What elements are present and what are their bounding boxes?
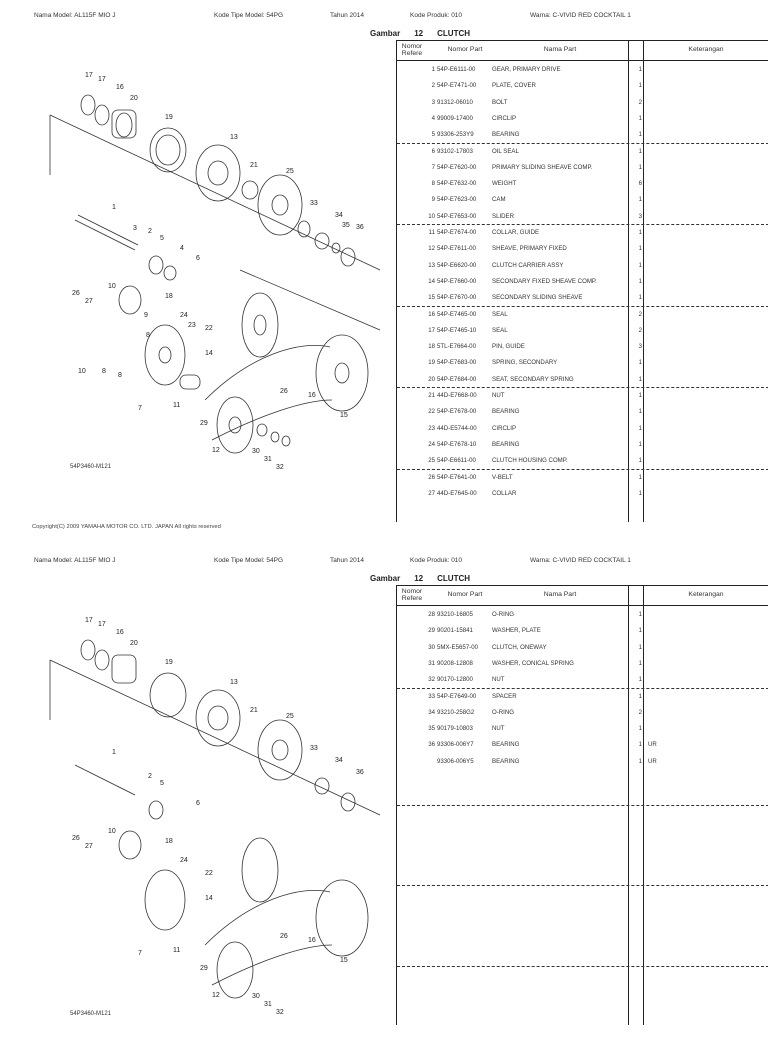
- cell-part: 54P-E7674-00: [437, 229, 477, 236]
- cell-name: COLLAR, GUIDE: [492, 229, 540, 236]
- svg-text:5: 5: [160, 780, 164, 787]
- cell-qty: 1: [638, 457, 642, 465]
- svg-text:36: 36: [356, 769, 364, 776]
- copyright: Copyright(C) 2009 YAMAHA MOTOR CO. LTD. JAPAN All rights reserved: [32, 524, 221, 530]
- svg-text:19: 19: [165, 114, 173, 121]
- cell-part: 54P-E7678-10: [437, 440, 477, 448]
- cell-name: NUT: [492, 725, 505, 733]
- cell-part: 54P-E7465-10: [437, 326, 477, 334]
- table-row: [397, 95, 768, 111]
- figure-title: Gambar 12 CLUTCH: [370, 574, 471, 583]
- cell-ref: 19: [428, 359, 435, 367]
- table-row: [397, 372, 768, 388]
- svg-text:12: 12: [212, 447, 220, 454]
- cell-ref: 2: [431, 82, 435, 90]
- cell-part: 93306-253Y9: [437, 131, 474, 139]
- cell-part: 93306-006Y5: [437, 757, 474, 765]
- svg-text:26: 26: [72, 290, 80, 297]
- cell-rem: UR: [648, 741, 657, 749]
- cell-name: PLATE, COVER: [492, 82, 536, 90]
- color: Warna: C-VIVID RED COCKTAIL 1: [530, 557, 631, 564]
- header-ref: Nomor Refere: [401, 43, 423, 57]
- cell-ref: 22: [428, 408, 435, 416]
- cell-ref: 20: [428, 375, 435, 383]
- cell-part: 90179-10803: [437, 725, 473, 733]
- svg-text:2: 2: [148, 228, 152, 235]
- cell-qty: 1: [638, 392, 642, 399]
- svg-text:27: 27: [85, 298, 93, 305]
- svg-text:4: 4: [180, 245, 184, 252]
- table-row: [397, 176, 768, 192]
- cell-ref: 31: [428, 659, 435, 667]
- cell-qty: 1: [638, 131, 642, 139]
- cell-ref: 28: [428, 611, 435, 618]
- table-row: [397, 192, 768, 208]
- cell-ref: 34: [428, 708, 435, 716]
- cell-name: BEARING: [492, 741, 520, 749]
- cell-qty: 2: [638, 310, 642, 318]
- svg-text:29: 29: [200, 420, 208, 427]
- cell-name: NUT: [492, 676, 505, 684]
- cell-qty: 1: [638, 643, 642, 651]
- cell-name: NUT: [492, 392, 505, 399]
- svg-text:11: 11: [173, 402, 181, 409]
- cell-part: 93210-258G2: [437, 708, 475, 716]
- cell-name: SEAL: [492, 310, 508, 318]
- cell-qty: 1: [638, 611, 642, 618]
- svg-text:8: 8: [118, 372, 122, 379]
- cell-name: BEARING: [492, 757, 520, 765]
- header-remark: Keterangan: [688, 46, 724, 53]
- table-row: [397, 421, 768, 437]
- diagram-code: 54P3460-M121: [70, 464, 112, 470]
- cell-part: 54P-E7683-00: [437, 359, 477, 367]
- svg-text:15: 15: [340, 957, 348, 964]
- color: Warna: C-VIVID RED COCKTAIL 1: [530, 12, 631, 19]
- figure-title: Gambar 12 CLUTCH: [370, 29, 471, 38]
- svg-text:1: 1: [112, 204, 116, 211]
- cell-qty: 3: [638, 343, 642, 351]
- header-part: Nomor Part: [447, 591, 483, 598]
- cell-name: SEAL: [492, 326, 508, 334]
- cell-ref: 24: [428, 440, 435, 448]
- svg-text:25: 25: [286, 713, 294, 720]
- table-row: [397, 607, 768, 623]
- cell-name: SLIDER: [492, 212, 515, 220]
- table-row: [397, 241, 768, 257]
- group-divider: [397, 143, 768, 144]
- svg-text:16: 16: [308, 392, 316, 399]
- cell-part: 90208-12808: [437, 659, 473, 667]
- svg-text:20: 20: [130, 95, 138, 102]
- table-row: [397, 160, 768, 176]
- table-row: [397, 274, 768, 290]
- cell-name: CLUTCH CARRIER ASSY: [492, 261, 564, 269]
- cell-ref: 11: [428, 229, 435, 236]
- cell-qty: 6: [638, 180, 642, 188]
- svg-text:2: 2: [148, 773, 152, 780]
- cell-ref: 6: [431, 147, 435, 155]
- cell-qty: 1: [638, 757, 642, 765]
- svg-text:8: 8: [146, 332, 150, 339]
- svg-text:15: 15: [340, 412, 348, 419]
- cell-name: BEARING: [492, 408, 520, 416]
- svg-text:6: 6: [196, 800, 200, 807]
- cell-qty: 1: [638, 692, 642, 700]
- svg-text:1: 1: [112, 749, 116, 756]
- cell-ref: 29: [428, 627, 435, 635]
- svg-text:34: 34: [335, 212, 343, 219]
- svg-text:26: 26: [280, 933, 288, 940]
- svg-text:33: 33: [310, 745, 318, 752]
- cell-part: 90170-12800: [437, 676, 473, 684]
- svg-text:17: 17: [85, 72, 93, 79]
- parts-table-page2: [396, 585, 768, 1025]
- svg-text:5: 5: [160, 235, 164, 242]
- cell-part: 93102-17803: [437, 147, 473, 155]
- svg-text:30: 30: [252, 993, 260, 1000]
- svg-text:19: 19: [165, 659, 173, 666]
- cell-ref: 26: [428, 473, 435, 481]
- cell-part: 54P-E7670-00: [437, 294, 477, 302]
- cell-qty: 1: [638, 473, 642, 481]
- svg-text:21: 21: [250, 707, 258, 714]
- type-model: Kode Tipe Model: 54PG: [214, 12, 284, 19]
- type-model: Kode Tipe Model: 54PG: [214, 557, 284, 564]
- table-row: [397, 437, 768, 453]
- cell-qty: 1: [638, 66, 642, 73]
- svg-text:27: 27: [85, 843, 93, 850]
- cell-name: CLUTCH HOUSING COMP.: [492, 457, 568, 465]
- svg-text:31: 31: [264, 456, 272, 463]
- cell-qty: 1: [638, 424, 642, 432]
- table-row: [397, 672, 768, 688]
- cell-part: 93306-006Y7: [437, 741, 474, 749]
- svg-text:8: 8: [102, 368, 106, 375]
- cell-qty: 1: [638, 408, 642, 416]
- svg-text:32: 32: [276, 1009, 284, 1016]
- table-row: [397, 144, 768, 160]
- cell-ref: 12: [428, 245, 435, 253]
- cell-name: SEAT, SECONDARY SPRING: [492, 375, 574, 383]
- header-remark: Keterangan: [688, 591, 724, 598]
- parts-table-page1: [396, 40, 768, 522]
- cell-name: PRIMARY SLIDING SHEAVE COMP.: [492, 163, 593, 171]
- svg-text:11: 11: [173, 947, 181, 954]
- cell-ref: 14: [428, 277, 435, 285]
- svg-text:32: 32: [276, 464, 284, 471]
- svg-text:13: 13: [230, 679, 238, 686]
- table-row: [397, 290, 768, 306]
- cell-ref: 15: [428, 294, 435, 302]
- svg-text:21: 21: [250, 162, 258, 169]
- table-row: [397, 404, 768, 420]
- table-row: [397, 721, 768, 737]
- cell-part: 54P-E7471-00: [437, 82, 477, 90]
- cell-name: CAM: [492, 196, 506, 204]
- cell-part: 54P-E7623-00: [437, 196, 477, 204]
- svg-text:22: 22: [205, 325, 213, 332]
- cell-name: WASHER, CONICAL SPRING: [492, 659, 574, 667]
- cell-part: 54P-E7678-00: [437, 408, 477, 416]
- cell-ref: 21: [428, 392, 435, 399]
- model-name: Nama Model: AL115F MIO J: [34, 12, 116, 19]
- cell-ref: 5: [431, 131, 435, 139]
- cell-name: O-RING: [492, 708, 515, 716]
- cell-ref: 1: [431, 66, 435, 73]
- clutch-exploded-diagram: [30, 600, 390, 1040]
- cell-rem: UR: [648, 757, 657, 765]
- cell-qty: 1: [638, 375, 642, 383]
- cell-qty: 2: [638, 98, 642, 106]
- cell-name: OIL SEAL: [492, 147, 519, 155]
- cell-ref: 13: [428, 261, 435, 269]
- group-divider: [397, 469, 768, 470]
- cell-name: BEARING: [492, 131, 520, 139]
- table-row: [397, 470, 768, 486]
- cell-part: 54P-E7649-00: [437, 692, 477, 700]
- table-row: [397, 111, 768, 127]
- cell-ref: 10: [428, 212, 435, 220]
- cell-ref: 33: [428, 692, 435, 700]
- cell-qty: 1: [638, 741, 642, 749]
- table-row: [397, 453, 768, 469]
- table-row: [397, 62, 768, 78]
- svg-text:18: 18: [165, 838, 173, 845]
- cell-name: V-BELT: [492, 473, 513, 481]
- cell-qty: 1: [638, 489, 642, 497]
- table-row: [397, 225, 768, 241]
- table-row: [397, 78, 768, 94]
- cell-qty: 1: [638, 114, 642, 122]
- svg-text:12: 12: [212, 992, 220, 999]
- cell-name: BOLT: [492, 98, 508, 106]
- cell-ref: 17: [428, 326, 435, 334]
- cell-part: 44D-E5744-00: [437, 424, 477, 432]
- group-divider: [397, 688, 768, 689]
- cell-qty: 1: [638, 440, 642, 448]
- svg-text:6: 6: [196, 255, 200, 262]
- diagram-code: 54P3460-M121: [70, 1011, 112, 1017]
- cell-qty: 1: [638, 659, 642, 667]
- cell-qty: 1: [638, 725, 642, 733]
- cell-qty: 1: [638, 359, 642, 367]
- svg-text:17: 17: [85, 617, 93, 624]
- svg-text:9: 9: [144, 312, 148, 319]
- cell-part: 91312-06010: [437, 98, 473, 106]
- table-row: [397, 127, 768, 143]
- cell-part: 5MX-E5657-00: [437, 643, 478, 651]
- cell-ref: 25: [428, 457, 435, 465]
- year: Tahun 2014: [330, 12, 364, 19]
- svg-text:26: 26: [280, 388, 288, 395]
- cell-part: 54P-E7632-00: [437, 180, 477, 188]
- cell-part: 54P-E7641-00: [437, 473, 477, 481]
- cell-part: 90201-15841: [437, 627, 473, 635]
- svg-text:24: 24: [180, 857, 188, 864]
- cell-part: 54P-E6611-00: [437, 457, 476, 465]
- year: Tahun 2014: [330, 557, 364, 564]
- cell-part: 54P-E7611-00: [437, 245, 476, 253]
- header-name: Nama Part: [543, 591, 577, 598]
- cell-name: SPRING, SECONDARY: [492, 359, 558, 367]
- cell-ref: 23: [428, 424, 435, 432]
- cell-ref: 32: [428, 676, 435, 684]
- svg-text:23: 23: [188, 322, 196, 329]
- cell-qty: 1: [638, 277, 642, 285]
- table-row: [397, 339, 768, 355]
- cell-name: SPACER: [492, 692, 517, 700]
- svg-text:3: 3: [133, 225, 137, 232]
- product-code: Kode Produk: 010: [410, 12, 463, 19]
- svg-text:14: 14: [205, 350, 213, 357]
- table-row: [397, 640, 768, 656]
- cell-ref: 30: [428, 643, 435, 651]
- header-ref: Nomor Refere: [401, 588, 423, 602]
- cell-ref: 16: [428, 310, 435, 318]
- cell-part: 54P-E7684-00: [437, 375, 477, 383]
- svg-text:24: 24: [180, 312, 188, 319]
- svg-text:16: 16: [116, 629, 124, 636]
- cell-part: 54P-E6111-00: [437, 66, 476, 73]
- svg-text:13: 13: [230, 134, 238, 141]
- cell-qty: 1: [638, 245, 642, 253]
- cell-name: GEAR, PRIMARY DRIVE: [492, 66, 561, 73]
- cell-part: 54P-E7660-00: [437, 277, 477, 285]
- cell-part: 5TL-E7664-00: [437, 343, 476, 351]
- product-code: Kode Produk: 010: [410, 557, 463, 564]
- table-row: [397, 388, 768, 404]
- table-row: [397, 486, 768, 502]
- cell-part: 54P-E7465-00: [437, 310, 477, 318]
- catalog-page-2: [0, 545, 768, 1057]
- svg-text:34: 34: [335, 757, 343, 764]
- svg-text:10: 10: [108, 283, 116, 290]
- svg-text:17: 17: [98, 76, 106, 83]
- cell-name: SECONDARY SLIDING SHEAVE: [492, 294, 583, 302]
- svg-text:29: 29: [200, 965, 208, 972]
- cell-qty: 1: [638, 294, 642, 302]
- cell-qty: 1: [638, 163, 642, 171]
- cell-name: CLUTCH, ONEWAY: [492, 643, 547, 651]
- cell-name: COLLAR: [492, 489, 517, 497]
- table-row: [397, 355, 768, 371]
- group-divider: [397, 224, 768, 225]
- svg-text:20: 20: [130, 640, 138, 647]
- svg-text:10: 10: [108, 828, 116, 835]
- cell-ref: 4: [431, 114, 435, 122]
- svg-text:16: 16: [308, 937, 316, 944]
- cell-part: 54P-E6620-00: [437, 261, 477, 269]
- cell-part: 44D-E7645-00: [437, 489, 477, 497]
- svg-text:36: 36: [356, 224, 364, 231]
- table-row: [397, 623, 768, 639]
- model-name: Nama Model: AL115F MIO J: [34, 557, 116, 564]
- cell-name: WEIGHT: [492, 180, 517, 188]
- cell-qty: 1: [638, 196, 642, 204]
- table-row: [397, 323, 768, 339]
- cell-ref: 8: [431, 180, 435, 188]
- cell-part: 54P-E7620-00: [437, 163, 477, 171]
- table-row: [397, 307, 768, 323]
- cell-part: 99009-17400: [437, 114, 473, 122]
- cell-qty: 1: [638, 147, 642, 155]
- svg-text:26: 26: [72, 835, 80, 842]
- table-row: [397, 656, 768, 672]
- cell-qty: 3: [638, 212, 642, 220]
- cell-qty: 1: [638, 676, 642, 684]
- svg-text:16: 16: [116, 84, 124, 91]
- svg-text:7: 7: [138, 405, 142, 412]
- header-name: Nama Part: [543, 46, 577, 53]
- svg-text:35: 35: [342, 222, 350, 229]
- cell-ref: 27: [428, 489, 435, 497]
- cell-qty: 2: [638, 708, 642, 716]
- cell-name: CIRCLIP: [492, 424, 517, 432]
- group-divider: [397, 387, 768, 388]
- cell-ref: 36: [428, 741, 435, 749]
- cell-qty: 1: [638, 229, 642, 236]
- cell-part: 93210-16805: [437, 611, 473, 618]
- svg-text:25: 25: [286, 168, 294, 175]
- svg-text:10: 10: [78, 368, 86, 375]
- cell-name: CIRCLIP: [492, 114, 517, 122]
- table-row: [397, 754, 768, 770]
- cell-qty: 2: [638, 326, 642, 334]
- cell-name: WASHER, PLATE: [492, 627, 541, 635]
- cell-part: 44D-E7668-00: [437, 392, 477, 399]
- table-row: [397, 209, 768, 225]
- cell-name: PIN, GUIDE: [492, 343, 525, 351]
- cell-ref: 18: [428, 343, 435, 351]
- svg-text:33: 33: [310, 200, 318, 207]
- svg-text:30: 30: [252, 448, 260, 455]
- group-divider: [397, 306, 768, 307]
- cell-ref: 35: [428, 725, 435, 733]
- cell-part: 54P-E7653-00: [437, 212, 477, 220]
- table-row: [397, 737, 768, 753]
- svg-text:7: 7: [138, 950, 142, 957]
- table-row: [397, 689, 768, 705]
- cell-ref: 7: [431, 163, 435, 171]
- header-part: Nomor Part: [447, 46, 483, 53]
- cell-qty: 1: [638, 627, 642, 635]
- cell-name: O-RING: [492, 611, 515, 618]
- svg-text:14: 14: [205, 895, 213, 902]
- svg-text:18: 18: [165, 293, 173, 300]
- table-row: [397, 258, 768, 274]
- cell-name: BEARING: [492, 440, 520, 448]
- svg-text:31: 31: [264, 1001, 272, 1008]
- cell-name: SECONDARY FIXED SHEAVE COMP.: [492, 277, 597, 285]
- cell-ref: 9: [431, 196, 435, 204]
- cell-ref: 3: [431, 98, 435, 106]
- table-row: [397, 705, 768, 721]
- svg-text:17: 17: [98, 621, 106, 628]
- clutch-exploded-diagram: [30, 55, 390, 495]
- cell-qty: 1: [638, 82, 642, 90]
- svg-text:22: 22: [205, 870, 213, 877]
- cell-qty: 1: [638, 261, 642, 269]
- cell-name: SHEAVE, PRIMARY FIXED: [492, 245, 567, 253]
